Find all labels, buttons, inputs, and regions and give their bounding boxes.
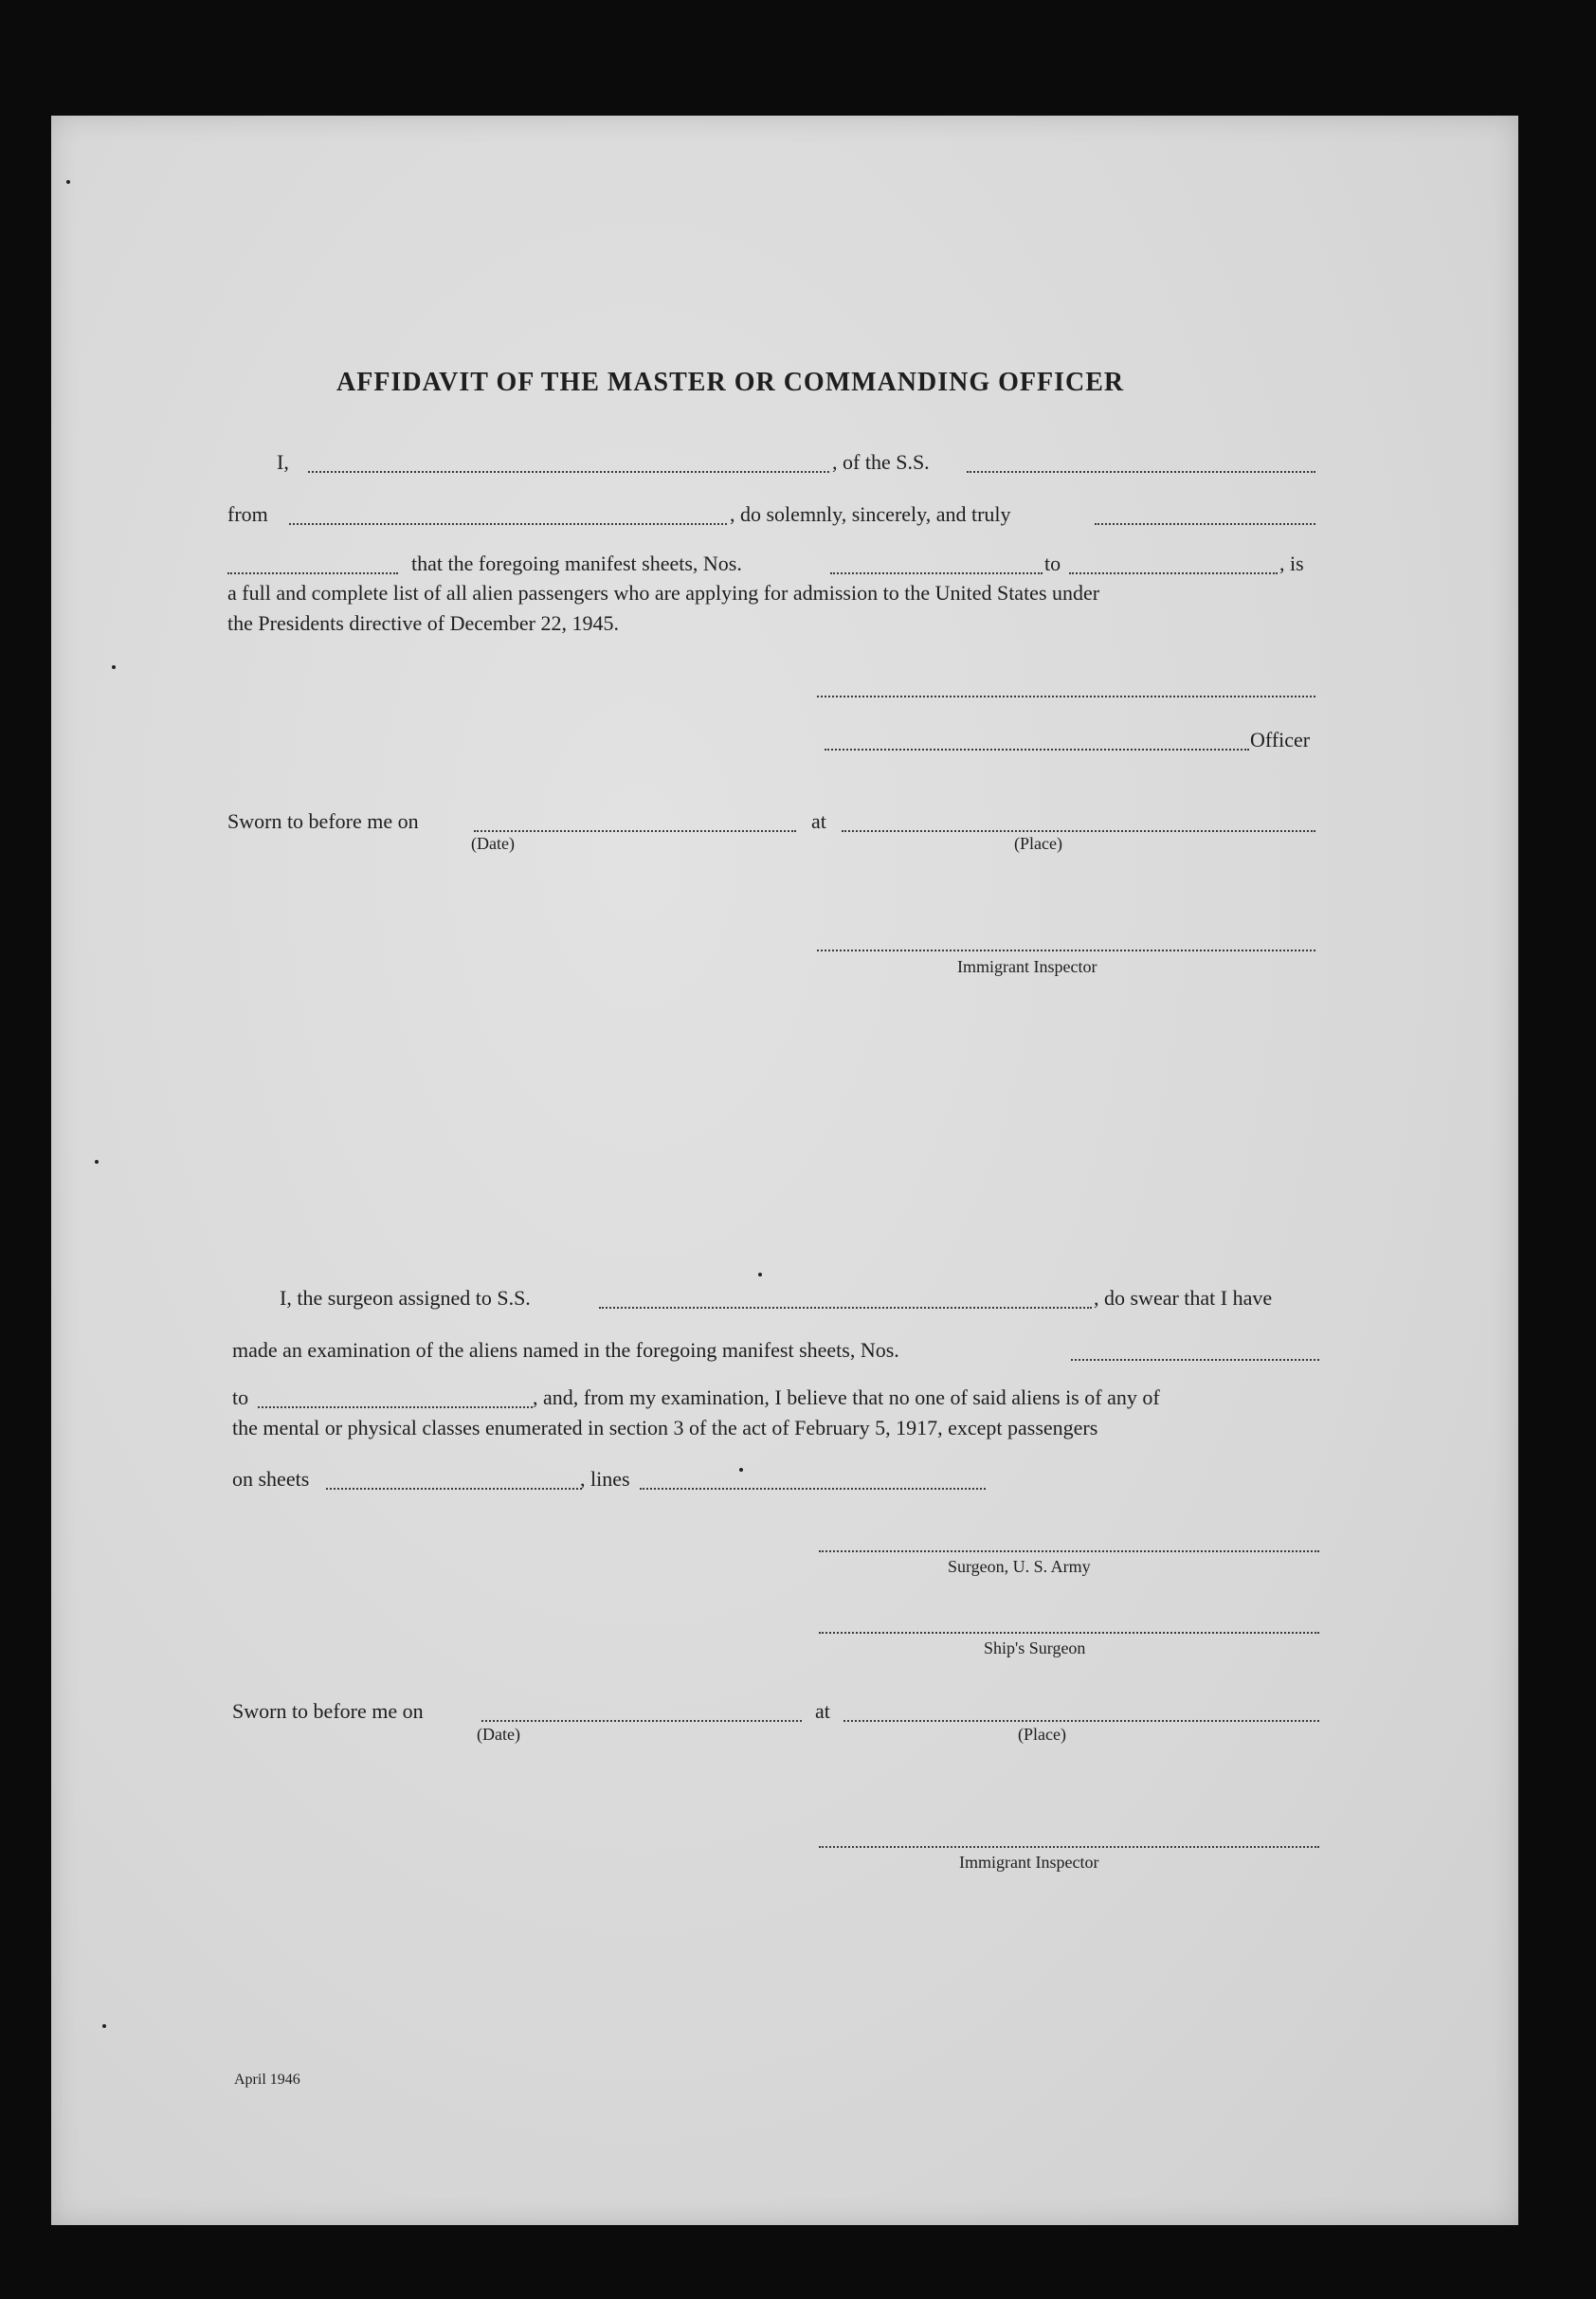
master-line1-mid: , of the S.S. — [832, 450, 930, 474]
form-title: AFFIDAVIT OF THE MASTER OR COMMANDING OFFICER — [336, 368, 1125, 397]
master-inspector-signature-field[interactable] — [817, 950, 1315, 951]
master-sworn-label: Sworn to before me on — [227, 809, 419, 833]
surgeon-sheets-field[interactable] — [326, 1488, 582, 1490]
master-line5: the Presidents directive of December 22, 1945. — [227, 611, 619, 635]
master-ship-field[interactable] — [967, 471, 1315, 473]
army-surgeon-signature-field[interactable] — [819, 1550, 1319, 1552]
master-at-label: at — [811, 809, 826, 833]
surgeon-lines-field[interactable] — [640, 1488, 986, 1490]
speck — [758, 1273, 762, 1276]
surgeon-line1-end: , do swear that I have — [1094, 1286, 1273, 1310]
master-nos-to-field[interactable] — [1069, 572, 1278, 574]
master-name-field[interactable] — [308, 471, 829, 473]
master-truly-field[interactable] — [1095, 523, 1315, 525]
surgeon-line3-start: to — [232, 1385, 249, 1409]
speck — [112, 665, 116, 669]
surgeon-at-label: at — [815, 1699, 830, 1723]
master-line3-mid: that the foregoing manifest sheets, Nos. — [411, 552, 742, 575]
officer-signature-field[interactable] — [825, 749, 1249, 751]
master-line2-start: from — [227, 502, 268, 526]
surgeon-line4: the mental or physical classes enumerated in section 3 of the act of February 5, 1917, except passengers — [232, 1416, 1098, 1439]
surgeon-date-caption: (Date) — [477, 1725, 520, 1744]
form-page — [51, 116, 1518, 2225]
master-line1-start: I, — [277, 450, 289, 474]
surgeon-ship-field[interactable] — [599, 1307, 1092, 1309]
master-line4: a full and complete list of all alien passengers who are applying for admission to the United States under — [227, 581, 1100, 605]
surgeon-nos-to-field[interactable] — [258, 1406, 533, 1408]
master-line2-mid: , do solemnly, sincerely, and truly — [730, 502, 1011, 526]
master-line3-to: to — [1044, 552, 1061, 575]
speck — [739, 1468, 743, 1472]
ship-surgeon-signature-field[interactable] — [819, 1632, 1319, 1634]
master-date-caption: (Date) — [471, 834, 515, 853]
speck — [95, 1160, 99, 1164]
speck — [66, 180, 70, 184]
surgeon-line2: made an examination of the aliens named in the foregoing manifest sheets, Nos. — [232, 1338, 899, 1362]
officer-label: Officer — [1250, 728, 1311, 751]
surgeon-line3-end: , and, from my examination, I believe that no one of said aliens is of any of — [533, 1385, 1160, 1409]
master-sworn-place-field[interactable] — [842, 830, 1315, 832]
surgeon-nos-from-field[interactable] — [1071, 1359, 1319, 1361]
surgeon-sworn-date-field[interactable] — [481, 1720, 802, 1722]
master-inspector-caption: Immigrant Inspector — [957, 957, 1097, 976]
surgeon-line5-start: on sheets — [232, 1467, 310, 1491]
surgeon-place-caption: (Place) — [1018, 1725, 1066, 1744]
surgeon-inspector-caption: Immigrant Inspector — [959, 1853, 1099, 1872]
surgeon-line1-start: I, the surgeon assigned to S.S. — [280, 1286, 531, 1310]
footer-date: April 1946 — [234, 2072, 300, 2088]
surgeon-sworn-place-field[interactable] — [843, 1720, 1319, 1722]
surgeon-line5-mid: , lines — [580, 1467, 630, 1491]
master-sworn-date-field[interactable] — [474, 830, 796, 832]
surgeon-inspector-signature-field[interactable] — [819, 1846, 1319, 1848]
master-from-field[interactable] — [289, 523, 727, 525]
ship-surgeon-caption: Ship's Surgeon — [984, 1638, 1086, 1657]
master-nos-from-field[interactable] — [830, 572, 1043, 574]
army-surgeon-caption: Surgeon, U. S. Army — [948, 1557, 1091, 1576]
master-signature-field[interactable] — [817, 696, 1315, 697]
master-oath-field[interactable] — [227, 572, 398, 574]
speck — [102, 2024, 106, 2028]
master-line3-end: , is — [1279, 552, 1304, 575]
surgeon-sworn-label: Sworn to before me on — [232, 1699, 424, 1723]
master-place-caption: (Place) — [1014, 834, 1062, 853]
